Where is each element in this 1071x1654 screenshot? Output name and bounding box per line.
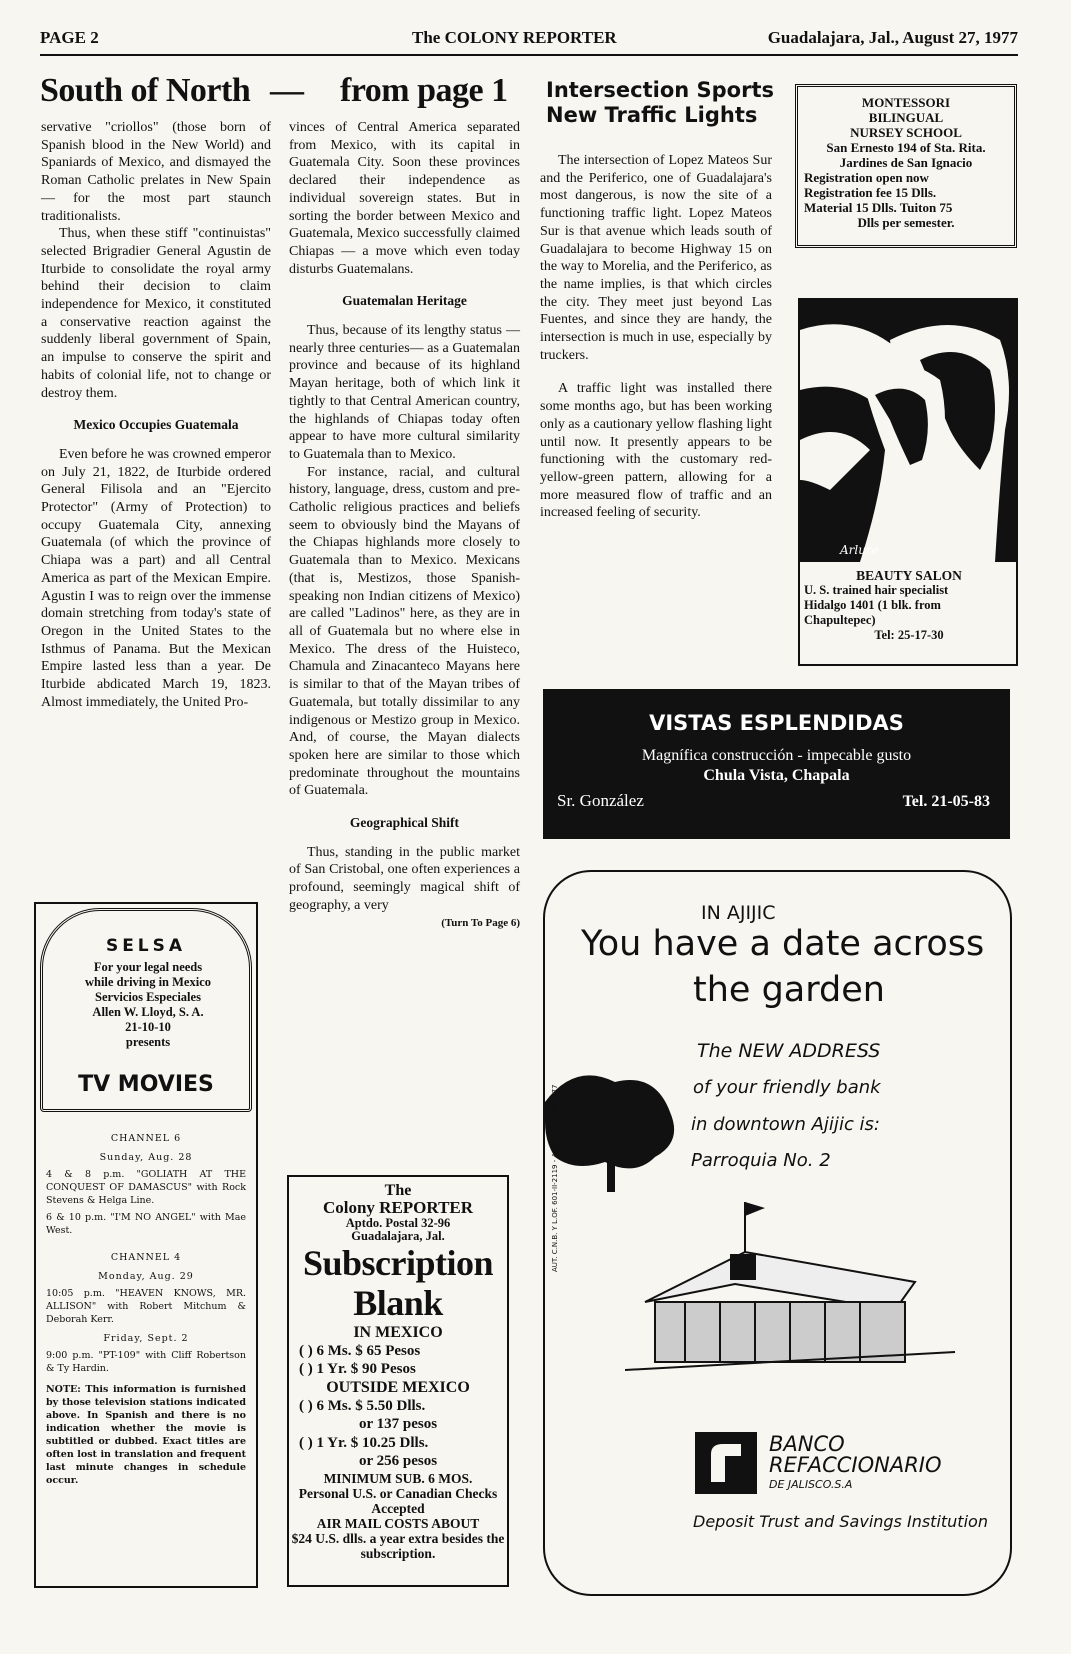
ad-line: NURSEY SCHOOL [850,125,962,140]
ad-line: 21-10-10 [125,1020,171,1034]
paragraph: Thus, standing in the public market of San Cristobal, one often experiences a profound, seemingly magical shift of geography, a very [289,844,520,913]
subheading: Geographical Shift [349,815,460,831]
beauty-salon-ad [798,298,1018,666]
bank-name [769,1434,942,1476]
ad-line: while driving in Mexico [84,975,212,989]
ad-line: of your friendly bank [693,1077,881,1098]
sports-headline: Intersection Sports New Traffic Lights [546,78,774,127]
form-line: AIR MAIL COSTS ABOUT [316,1516,480,1531]
listing-entry: 10:05 p.m. "HEAVEN KNOWS, MR. ALLISON" with Robert Mitchum & Deborah Kerr. [46,1288,246,1325]
women-faces-illustration [800,300,1016,562]
subscription-option[interactable]: ( ) 1 Yr. $ 10.25 Dlls. [299,1435,429,1451]
listing-date: Monday, Aug. 29 [98,1271,194,1282]
tv-listings [46,1126,246,1487]
page-number: PAGE 2 [40,28,99,47]
headline-dash: — [270,72,304,109]
ad-line: MONTESSORI [861,95,951,110]
bank-tagline: Deposit Trust and Savings Institution [693,1512,988,1531]
ad-line: in downtown Ajijic is: [691,1114,880,1135]
subscription-option[interactable]: ( ) 6 Ms. $ 5.50 Dlls. [299,1398,426,1414]
listings-note: NOTE: This information is furnished by those television stations indicated above. In Spanish and there is no indication whether the movie is subtitled or dubbed. Exact titles are often lost in translation and frequent last minute changes in schedule occur. [46,1384,246,1486]
ad-headline: the garden [693,970,885,1010]
selsa-tv-movies-box [34,902,258,1588]
listing-entry: 4 & 8 p.m. "GOLIATH AT THE CONQUEST OF DAMASCUS" with Rock Stevens & Helga Line. [46,1169,246,1206]
salon-name: BEAUTY SALON [856,568,962,583]
headline-right: from page 1 [340,72,508,109]
ad-line: Dlls per semester. [857,215,955,230]
authorization-note: AUT. C.N.B. Y L.OF. 601-II-2119 - AGOSTO 19 DE 1977 [551,1084,559,1272]
continued-note: (Turn To Page 6) [441,916,520,929]
ad-line: The NEW ADDRESS [697,1040,881,1062]
paragraph: The intersection of Lopez Mateos Sur and the Periferico, one of Guadalajara's most dangerous, is now the site of a functioning traffic light. Lopez Mateos Sur is that avenue which leads south of Guadalajara to become Highway 15 on the way to Morelia, and the Periferico, as the name implies, is that which circles the city. They meet just beyond Las Fuentes, and since they are handy, the intersection is much in use, especially by truckers. [540,153,772,363]
ad-contact: Sr. González [557,791,644,810]
article-column-1 [41,119,271,712]
listing-date: Friday, Sept. 2 [103,1333,189,1344]
tree-illustration [545,1062,685,1192]
bank-name-line: BANCO [769,1432,845,1456]
bank-logo-icon [695,1432,757,1494]
ad-line: San Ernesto 194 of Sta. Rita. [826,140,986,155]
listing-entry: 9:00 p.m. "PT-109" with Cliff Robertson & Ty Hardin. [46,1350,246,1374]
article-column-2 [289,119,520,932]
selsa-info [56,960,240,1050]
ad-kicker: IN AJIJIC [701,902,776,924]
selsa-title: SELSA [105,936,187,956]
ad-headline: You have a date across [581,924,985,964]
paragraph: For instance, racial, and cultural history, language, dress, custom and pre-Catholic religious practices and beliefs seem to obviously bind the Mayans of the Chiapas highlands more closely to Guatemala than to Mexico. Mexicans (that is, Mestizos, those Spanish-speaking non Indian citizens of Mexico) are called "Ladinos" here, as they are in all of Guatemala but no where else in Mexico. The dress of the Huisteco, Chamula and Zinacanteco Mayans here is similar to that of the Mayan tribes of Guatemala, but totally dissimilar to any indigenous or Mestizo group in Mexico. And, of course, the Mayan dialects spoken here are similar to those which predominate throughout the mountains of Guatemala. [289,464,520,799]
article-headline [40,72,522,112]
subscription-option[interactable]: ( ) 6 Ms. $ 65 Pesos [299,1343,421,1359]
subheading: Mexico Occupies Guatemala [73,417,239,433]
montessori-ad [795,84,1017,248]
form-line: Aptdo. Postal 32-96 [345,1216,451,1230]
bank-building-illustration [625,1192,965,1392]
ad-line: BILINGUAL [868,110,944,125]
paragraph: A traffic light was installed there some months ago, but has been working only as a cautionary yellow flashing light until now. It presently appears to be functioning with the customary red-yellow-green pattern, allowing for a more measured flow of traffic and an increased feeling of security. [540,381,772,521]
form-section: OUTSIDE MEXICO [326,1379,470,1396]
form-line: or 137 pesos [358,1416,438,1432]
sports-article [540,152,772,522]
ad-line: Parroquia No. 2 [691,1150,831,1171]
form-line: Colony REPORTER [322,1198,474,1217]
salon-phone: Tel: 25-17-30 [874,628,944,642]
ad-line: Hidalgo 1401 (1 blk. from Chapultepec) [804,598,941,627]
listing-entry: 6 & 10 p.m. "I'M NO ANGEL" with Mae West. [46,1212,246,1236]
paragraph: servative "criollos" (those born of Spanish blood in the New World) and Spaniards of Mexico, and dismayed the Roman Catholic prelates in New Spain — for the most part staunch traditionalists. [41,120,271,224]
ad-line: Material 15 Dlls. Tuiton 75 [804,200,953,215]
paragraph: vinces of Central America separated from Mexico, with its capital in Guatemala City. Soon these provinces declared their independence as individual sovereign states. But in sorting the border between Mexico and Guatemala, Mexico successfully claimed Chiapas — a move which even today disturbs Guatemalans. [289,120,520,277]
paragraph: Thus, when these stiff "continuistas" selected Brigradier General Agustin de Iturbide to consolidate the royal army behind their decision to claim independence for Mexico, it constituted a conservative reaction against the suddenly liberal government of Spain, an impulse to conserve the spirit and habits of colonial life, not to change or destroy them. [41,226,271,401]
ad-line: presents [125,1035,171,1049]
masthead: The COLONY REPORTER [412,28,617,47]
paragraph: Thus, because of its lengthy status —nearly three centuries— as a Guatemalan province and because of its highland Mayan heritage, both of which link it tightly to that Central American country, the highlands of Chiapas today often appear to have more cultural similarity to Guatemala than to Mexico. [289,323,520,462]
ad-line: Allen W. Lloyd, S. A. [92,1005,204,1019]
paragraph: Even before he was crowned emperor on July 21, 1822, de Iturbide ordered General Filisola and an "Ejercito Protector" (Army of Protection) to occupy Guatemala City, annexing Guatemala (of which the province of Chiapa was a part) and all Central America as part of the Mexican Empire. Agustin I was to reign over the immense domain stretching from today's state of Oregon in the United States to the Isthmus of Panama. But the Mexican Empire lasted less than a year. De Iturbide abdicated March 19, 1823. Almost immediately, the United Pro- [41,446,271,710]
bank-name-line: REFACCIONARIO [769,1453,942,1477]
vistas-ad [543,689,1010,839]
salon-info [804,568,1014,643]
ad-line: For your legal needs [93,960,203,974]
listing-date: Sunday, Aug. 28 [99,1152,193,1163]
form-line: Guadalajara, Jal. [351,1229,445,1243]
subscription-blank [287,1175,509,1587]
form-title: Subscription [302,1243,494,1283]
form-line: or 256 pesos [358,1453,438,1469]
form-line: Personal U.S. or Canadian Checks Accepted [298,1486,498,1516]
tv-movies-title: TV MOVIES [78,1072,214,1097]
channel-heading: CHANNEL 4 [110,1252,182,1263]
ad-line: Chula Vista, Chapala [703,767,850,784]
ad-line: Magnífica construcción - impecable gusto [641,747,912,764]
ad-phone: Tel. 21-05-83 [902,793,990,810]
salon-signature: Arlure [840,543,879,557]
ad-title: VISTAS ESPLENDIDAS [649,711,904,735]
ad-line: U. S. trained hair specialist [804,583,949,597]
ad-line: Registration open now [804,170,929,185]
subheading: Guatemalan Heritage [342,293,467,309]
form-line: $24 U.S. dlls. a year extra besides the subscription. [291,1531,505,1561]
headline-left: South of North [40,72,251,109]
form-line: The [384,1182,412,1199]
ad-line: Registration fee 15 Dlls. [804,185,937,200]
bank-subname: DE JALISCO.S.A [769,1478,853,1491]
bank-ad [543,870,1012,1596]
page-header [40,26,1018,56]
channel-heading: CHANNEL 6 [110,1133,182,1144]
form-title: Blank [353,1283,443,1323]
form-section: IN MEXICO [353,1324,443,1341]
issue-date: Guadalajara, Jal., August 27, 1977 [767,28,1018,47]
ad-line: Servicios Especiales [95,990,201,1004]
form-line: MINIMUM SUB. 6 MOS. [323,1471,473,1486]
subscription-option[interactable]: ( ) 1 Yr. $ 90 Pesos [299,1361,416,1377]
ad-line: Jardines de San Ignacio [839,155,973,170]
